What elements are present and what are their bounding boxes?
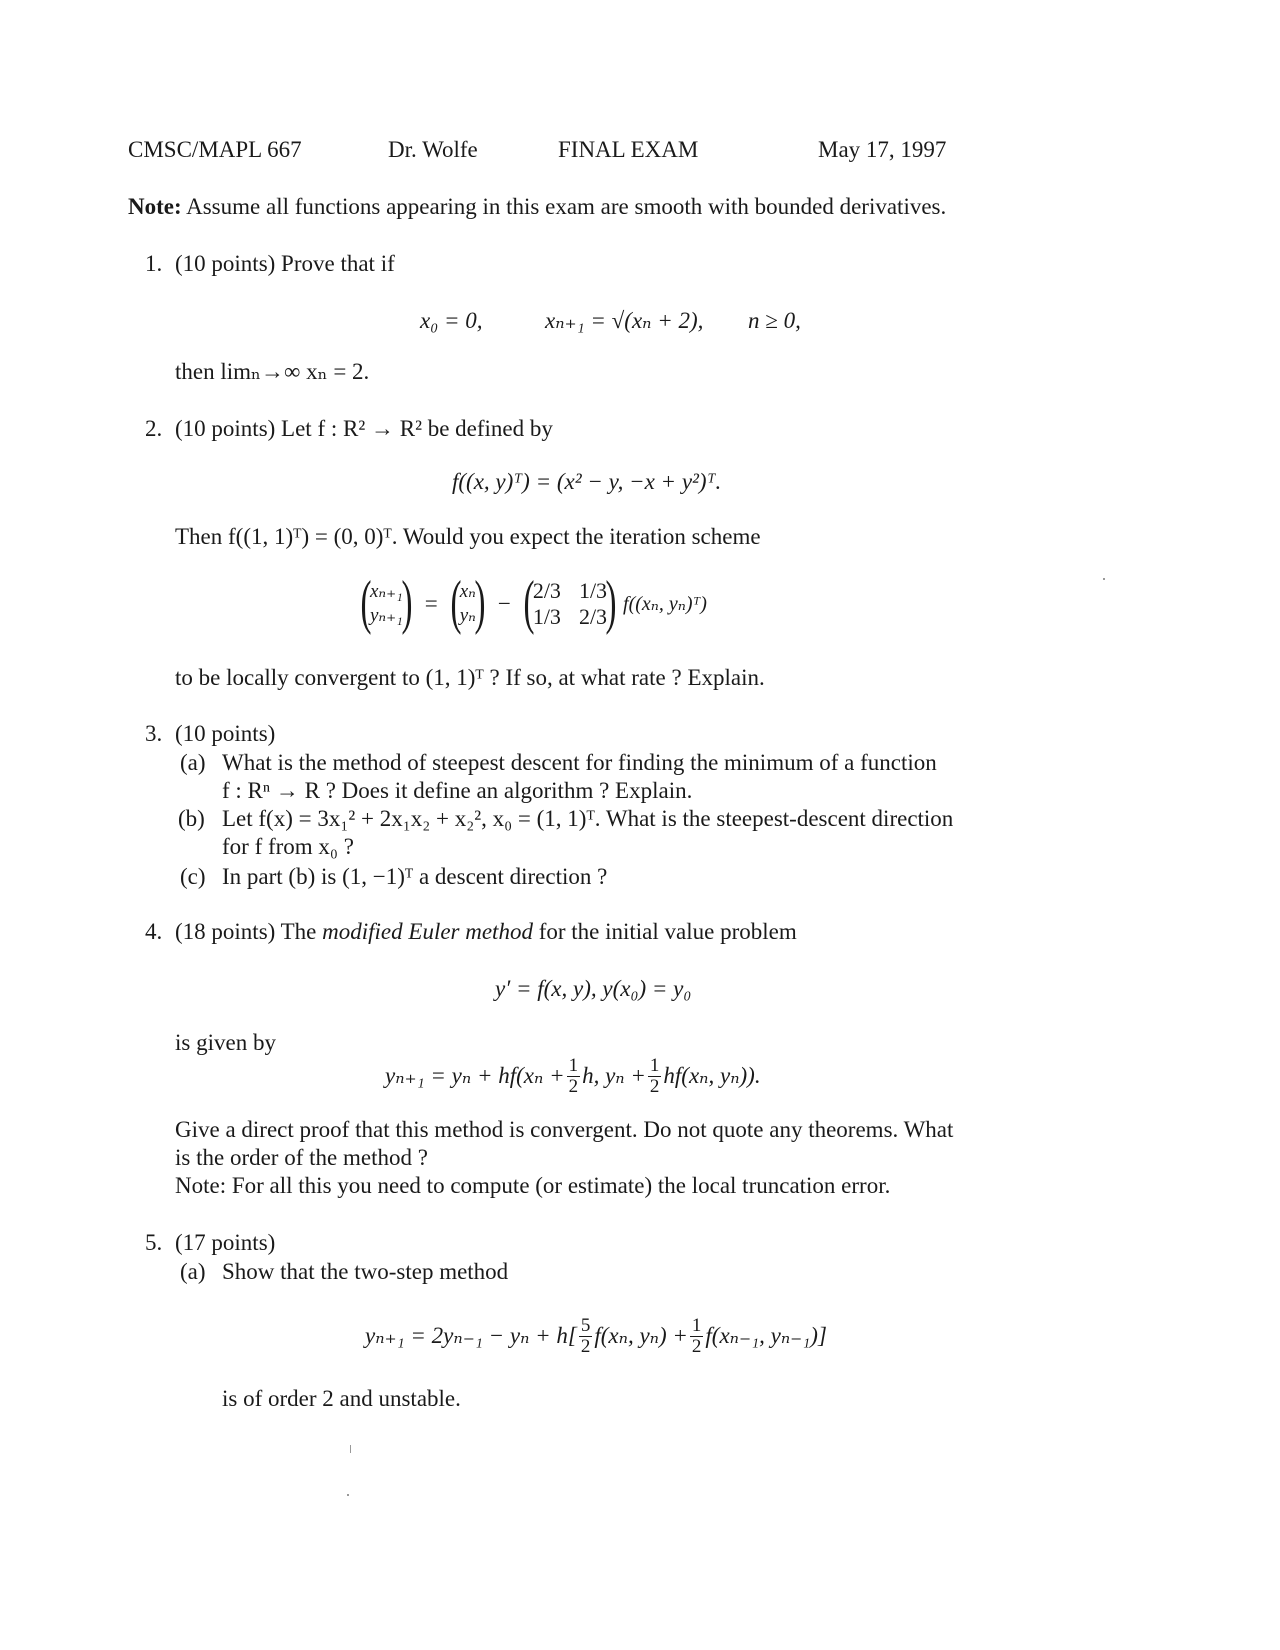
scan-speck	[1103, 578, 1105, 580]
q3a-label: (a)	[180, 750, 206, 775]
fraction-numerator: 1	[649, 1054, 660, 1076]
q2-lead: (10 points) Let f : R² → R² be defined by	[175, 416, 553, 441]
q3b-line1: Let f(x) = 3x₁² + 2x₁x₂ + x₂², x₀ = (1, 1)ᵀ. What is the steepest-descent direction	[222, 806, 954, 831]
equals-sign: =	[424, 590, 438, 616]
q4-lead-post: for the initial value problem	[532, 919, 797, 944]
q3c-label: (c)	[180, 864, 206, 889]
fraction-denominator: 2	[568, 1075, 579, 1097]
q5-scheme-part3: f(xₙ₋₁, yₙ₋₁)]	[705, 1322, 827, 1348]
q2-matrix-m12: 1/3	[578, 577, 608, 603]
q5-five-halves-fraction	[579, 1316, 593, 1357]
note-line	[128, 193, 946, 221]
q5a-label: (a)	[180, 1259, 206, 1284]
exam-title: FINAL EXAM	[558, 137, 699, 162]
q3a-line2: f : Rⁿ → R ? Does it define an algorithm ? Explain.	[222, 778, 693, 803]
q4-scheme-part3: hf(xₙ, yₙ)).	[663, 1062, 761, 1088]
right-paren: )	[474, 569, 486, 635]
q2-matrix-m11: 2/3	[532, 577, 561, 603]
q2-iteration-scheme	[360, 569, 707, 636]
q5a-text: Show that the two-step method	[222, 1259, 509, 1284]
q4-lead	[175, 918, 797, 946]
right-paren: )	[401, 569, 413, 635]
q4-ivp: y′ = f(x, y), y(x₀) = y₀	[495, 976, 692, 1001]
q1-eq-initial: x₀ = 0,	[420, 308, 483, 333]
q2-question: to be locally convergent to (1, 1)ᵀ ? If so, at what rate ? Explain.	[175, 665, 765, 690]
q2-vec-current-x: xₙ	[459, 581, 476, 603]
course-code: CMSC/MAPL 667	[128, 137, 302, 162]
note-label: Note:	[128, 194, 182, 219]
q5-half-fraction	[690, 1316, 704, 1357]
q4-scheme-part1: yₙ₊₁ = yₙ + hf(xₙ +	[385, 1062, 565, 1088]
fraction-numerator: 1	[568, 1054, 579, 1076]
left-paren: (	[523, 569, 535, 635]
q5-lead: (17 points)	[175, 1230, 276, 1255]
q4-para-line1: Give a direct proof that this method is convergent. Do not quote any theorems. What	[175, 1117, 954, 1142]
q2-vec-next-x: xₙ₊₁	[369, 581, 403, 603]
q2-function-def: f((x, y)ᵀ) = (x² − y, −x + y²)ᵀ.	[452, 469, 722, 494]
q4-para-line2: is the order of the method ?	[175, 1145, 428, 1170]
q2-vec-current-y: yₙ	[459, 605, 476, 626]
q5-number: 5.	[145, 1230, 163, 1255]
q2-vec-next-y: yₙ₊₁	[369, 605, 403, 626]
q1-lead: (10 points) Prove that if	[175, 251, 395, 276]
q4-half-fraction	[648, 1056, 662, 1097]
q3b-label: (b)	[178, 806, 205, 831]
q2-matrix-m21: 1/3	[532, 604, 561, 629]
q5-scheme-part1: yₙ₊₁ = 2yₙ₋₁ − yₙ + h[	[365, 1322, 577, 1348]
q3b-line2: for f from x₀ ?	[222, 834, 354, 859]
q4-lead-pre: (18 points) The	[175, 919, 323, 944]
q4-scheme	[385, 1050, 761, 1102]
left-paren: (	[450, 569, 462, 635]
exam-date: May 17, 1997	[818, 137, 947, 162]
q3a-line1: What is the method of steepest descent for finding the minimum of a function	[222, 750, 937, 775]
q5-after: is of order 2 and unstable.	[222, 1386, 461, 1411]
note-text: Assume all functions appearing in this exam are smooth with bounded derivatives.	[186, 194, 947, 219]
q4-para-line3: Note: For all this you need to compute (or estimate) the local truncation error.	[175, 1173, 891, 1198]
q1-then: then limₙ→∞ xₙ = 2.	[175, 359, 370, 384]
right-paren: )	[605, 569, 617, 635]
q1-number: 1.	[145, 251, 163, 276]
fraction-denominator: 2	[649, 1075, 660, 1097]
q2-vec-next	[370, 580, 403, 628]
left-paren: (	[360, 569, 372, 635]
instructor-name: Dr. Wolfe	[388, 137, 478, 162]
q2-scheme-tail: f((xₙ, yₙ)ᵀ)	[623, 592, 707, 615]
q5-scheme-part2: f(xₙ, yₙ) +	[594, 1322, 688, 1348]
q2-matrix-m22: 2/3	[578, 604, 608, 629]
minus-sign: −	[497, 590, 511, 616]
scan-speck	[347, 1494, 349, 1496]
fraction-denominator: 2	[580, 1335, 591, 1357]
q2-then: Then f((1, 1)ᵀ) = (0, 0)ᵀ. Would you expect the iteration scheme	[175, 524, 761, 549]
q4-given: is given by	[175, 1030, 276, 1055]
q5-scheme	[365, 1310, 827, 1362]
fraction-numerator: 5	[580, 1314, 591, 1336]
q4-number: 4.	[145, 919, 163, 944]
q2-matrix	[533, 578, 607, 631]
q3-lead: (10 points)	[175, 721, 276, 746]
q4-method-name: modified Euler method	[322, 919, 533, 944]
q4-half-fraction	[567, 1056, 581, 1097]
fraction-numerator: 1	[691, 1314, 702, 1336]
scan-speck	[350, 1445, 351, 1453]
fraction-denominator: 2	[691, 1335, 702, 1357]
q1-eq-recurrence: xₙ₊₁ = √(xₙ + 2),	[545, 308, 704, 333]
q3-number: 3.	[145, 721, 163, 746]
q2-number: 2.	[145, 416, 163, 441]
q3c-line1: In part (b) is (1, −1)ᵀ a descent direction ?	[222, 864, 608, 889]
q2-vec-current	[460, 580, 476, 628]
q1-eq-range: n ≥ 0,	[748, 308, 801, 333]
q4-scheme-part2: h, yₙ +	[582, 1062, 646, 1088]
